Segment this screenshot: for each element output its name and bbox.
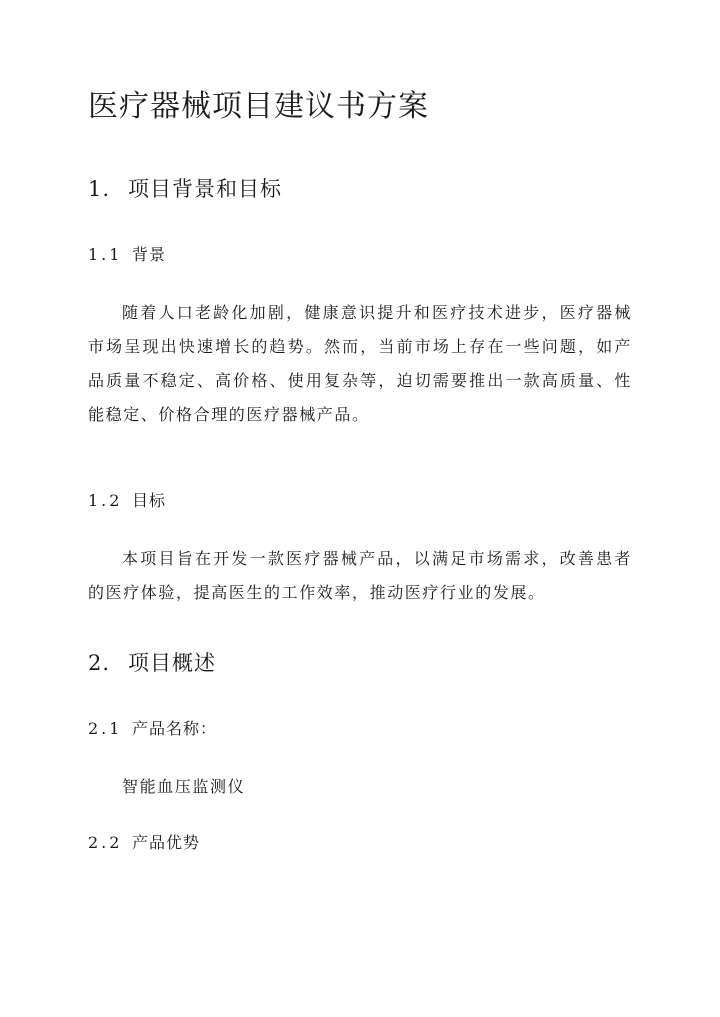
subsection-heading-1-2 (88, 489, 166, 513)
subsection-title: 背景 (132, 245, 167, 264)
subsection-title: 产品名称： (132, 719, 218, 738)
subsection-title: 产品优势 (132, 833, 201, 852)
subsection-heading-2-2 (88, 831, 200, 855)
subsection-heading-1-1 (88, 243, 166, 267)
section-heading-2 (88, 648, 216, 678)
section-title: 项目概述 (128, 651, 216, 675)
subsection-heading-2-1 (88, 717, 217, 741)
subsection-title: 目标 (132, 491, 167, 510)
product-name-value: 智能血压监测仪 (122, 777, 246, 796)
section-heading-1 (88, 174, 282, 204)
document-title: 医疗器械项目建议书方案 (88, 89, 429, 124)
subsection-number: 2.2 (88, 833, 123, 852)
subsection-number: 1.2 (88, 491, 123, 510)
paragraph-goal: 本项目旨在开发一款医疗器械产品，以满足市场需求，改善患者的医疗体验，提高医生的工作效率，推动医疗行业的发展。 (88, 549, 632, 602)
paragraph-background: 随着人口老龄化加剧，健康意识提升和医疗技术进步，医疗器械市场呈现出快速增长的趋势。然而，当前市场上存在一些问题，如产品质量不稳定、高价格、使用复杂等，迫切需要推出一款高质量、性能稳定、价格合理的医疗器械产品。 (88, 303, 632, 424)
section-number: 2. (88, 651, 111, 675)
section-number: 1. (88, 177, 111, 201)
subsection-number: 2.1 (88, 719, 123, 738)
section-title: 项目背景和目标 (128, 177, 282, 201)
subsection-number: 1.1 (88, 245, 123, 264)
